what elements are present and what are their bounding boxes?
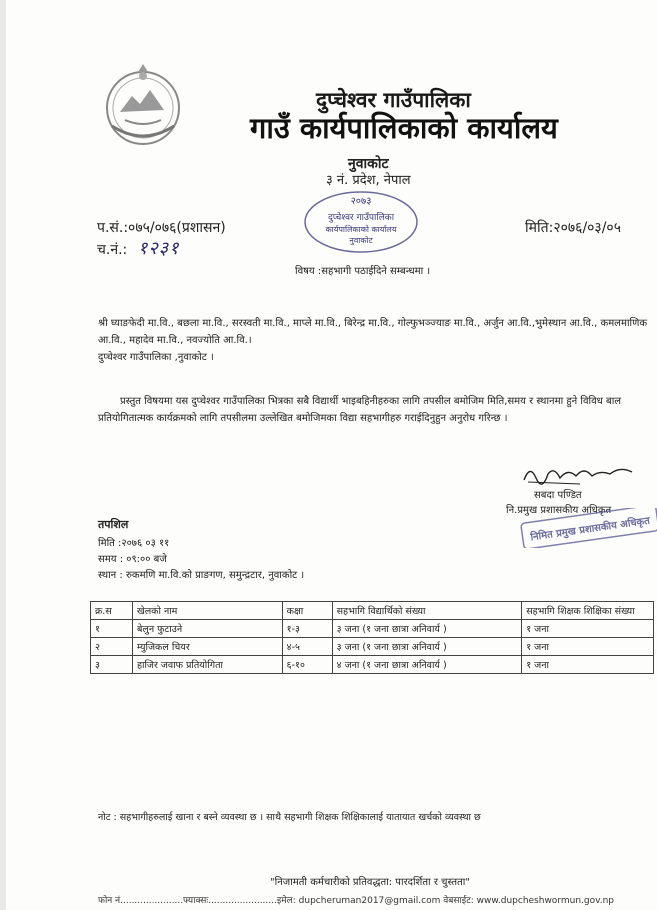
cell-class: ६-१० xyxy=(282,656,332,674)
recipients-place: दुप्चेश्वर गाउँपालिका ,नुवाकोट । xyxy=(98,352,214,363)
office-name: गाउँ कार्यपालिकाको कार्यालय xyxy=(250,111,558,145)
event-time: समय : ०९:०० बजे xyxy=(98,554,167,565)
cell-students: ३ जना (१ जना छात्रा अनिवार्य ) xyxy=(332,638,522,656)
signatory-name: सबदा पण्डित xyxy=(534,490,582,501)
stamp-text-bottom: नुवाकोट xyxy=(349,236,373,245)
col-header-teachers: सहभागि शिक्षक शिक्षिका संख्या xyxy=(522,602,654,620)
cell-game: बेलुन फुटाउने xyxy=(132,620,282,638)
cell-serial: ३ xyxy=(91,656,133,674)
municipality-name: दुप्चेश्वर गाउँपालिका xyxy=(316,88,471,112)
chalani-number-handwritten: १२३१ xyxy=(138,238,180,259)
office-stamp xyxy=(300,182,422,254)
table-row xyxy=(91,656,654,674)
cell-teachers: १ जना xyxy=(522,656,654,674)
col-header-serial: क्र.स xyxy=(91,602,133,620)
page-edge-shadow xyxy=(0,0,6,910)
cell-game: हाजिर जवाफ प्रतियोगिता xyxy=(132,656,282,674)
cell-students: ३ जना (१ जना छात्रा अनिवार्य ) xyxy=(332,620,522,638)
office-motto: "निजामती कर्मचारीको प्रतिवद्धता: पारदर्शिता र चुस्तता" xyxy=(270,877,470,888)
details-block xyxy=(98,536,304,584)
cell-students: ४ जना (१ जना छात्रा अनिवार्य ) xyxy=(332,656,522,674)
contact-footer: फोन नं......................फ्याक्सः........................इमेल: dupcheruman2017@gmail.com वेबसाईट: www.dupcheshwormun.gov.np xyxy=(98,896,615,906)
stamp-text-top: दुप्चेश्वर गाउँपालिका xyxy=(327,213,395,223)
cell-game: म्युजिकल चियर xyxy=(132,638,282,656)
letter-body: प्रस्तुत विषयमा यस दुप्चेश्वर गाउँपालिका भित्रका सबै विद्यार्थी भाइबहिनीहरुका लागि तपसील बमोजिम मिति,समय र स्थानमा हुने विविध बाल प्रतियोगितात्मक कार्यक्रमको लागि तपसीलमा उल्लेखित बमोजिमका विद्या सहभागीहरु गराईदिनुहुन अनुरोध गरिन्छ । xyxy=(98,396,622,424)
nepal-government-emblem-icon xyxy=(100,62,186,148)
stamp-text-mid: कार्यपालिकाको कार्यालय xyxy=(325,225,397,234)
event-date: मिति :२०७६ ०३ ११ xyxy=(98,538,170,549)
signatory-stamp xyxy=(520,508,657,548)
col-header-class: कक्षा xyxy=(282,602,332,620)
cell-teachers: १ जना xyxy=(522,620,654,638)
recipients-list: श्री घ्याङफेदी मा.वि., बछला मा.वि., सरस्वती मा.वि., माप्ले मा.वि., बिरेन्द्र मा.वि., गोल्फुभञ्ज्याङ मा.वि., अर्जुन आ.वि.,भुमेस्थान आ.वि., कमलमाणिक आ.वि., महादेव मा.वि., नवज्योति आ.वि.। xyxy=(98,318,648,346)
cell-serial: २ xyxy=(91,638,133,656)
events-table xyxy=(90,601,654,674)
handwritten-signature xyxy=(520,460,640,488)
note-text: नोट : सहभागीहरुलाई खाना र बस्ने व्यवस्था छ । साथै सहभागी शिक्षक शिक्षिकालाई यातायात खर्चको व्यवस्था छ xyxy=(98,812,481,823)
stamp-year: २०७३ xyxy=(350,196,372,207)
table-row xyxy=(91,620,654,638)
district-name: नुवाकोट xyxy=(348,156,389,172)
cell-class: ४-५ xyxy=(282,638,332,656)
province-address: ३ नं. प्रदेश, नेपाल xyxy=(326,173,411,188)
cell-teachers: १ जना xyxy=(522,638,654,656)
letter-date: मिति:२०७६/०३/०५ xyxy=(525,220,621,236)
signatory-stamp-text: निमित प्रमुख प्रशासकीय अधिकृत xyxy=(529,515,651,544)
cell-serial: १ xyxy=(91,620,133,638)
event-venue: स्थान : रुकमणि मा.वि.को प्राङगण, समुन्द्रटार, नुवाकोट । xyxy=(98,570,305,581)
col-header-game: खेलको नाम xyxy=(132,602,282,620)
cell-class: १-३ xyxy=(282,620,332,638)
table-header-row xyxy=(91,602,654,620)
chalani-label: च.नं.: xyxy=(97,242,128,258)
letter-subject: विषय :सहभागी पठाईदिने सम्बन्धमा । xyxy=(295,266,431,277)
col-header-students: सहभागि विद्यार्थिको संख्या xyxy=(332,602,522,620)
table-row xyxy=(91,638,654,656)
details-heading: तपशिल xyxy=(98,518,129,531)
signatory-role: नि.प्रमुख प्रशासकीय अधिकृत xyxy=(506,505,612,516)
reference-number: प.सं.:०७५/०७६(प्रशासन) xyxy=(97,220,226,236)
